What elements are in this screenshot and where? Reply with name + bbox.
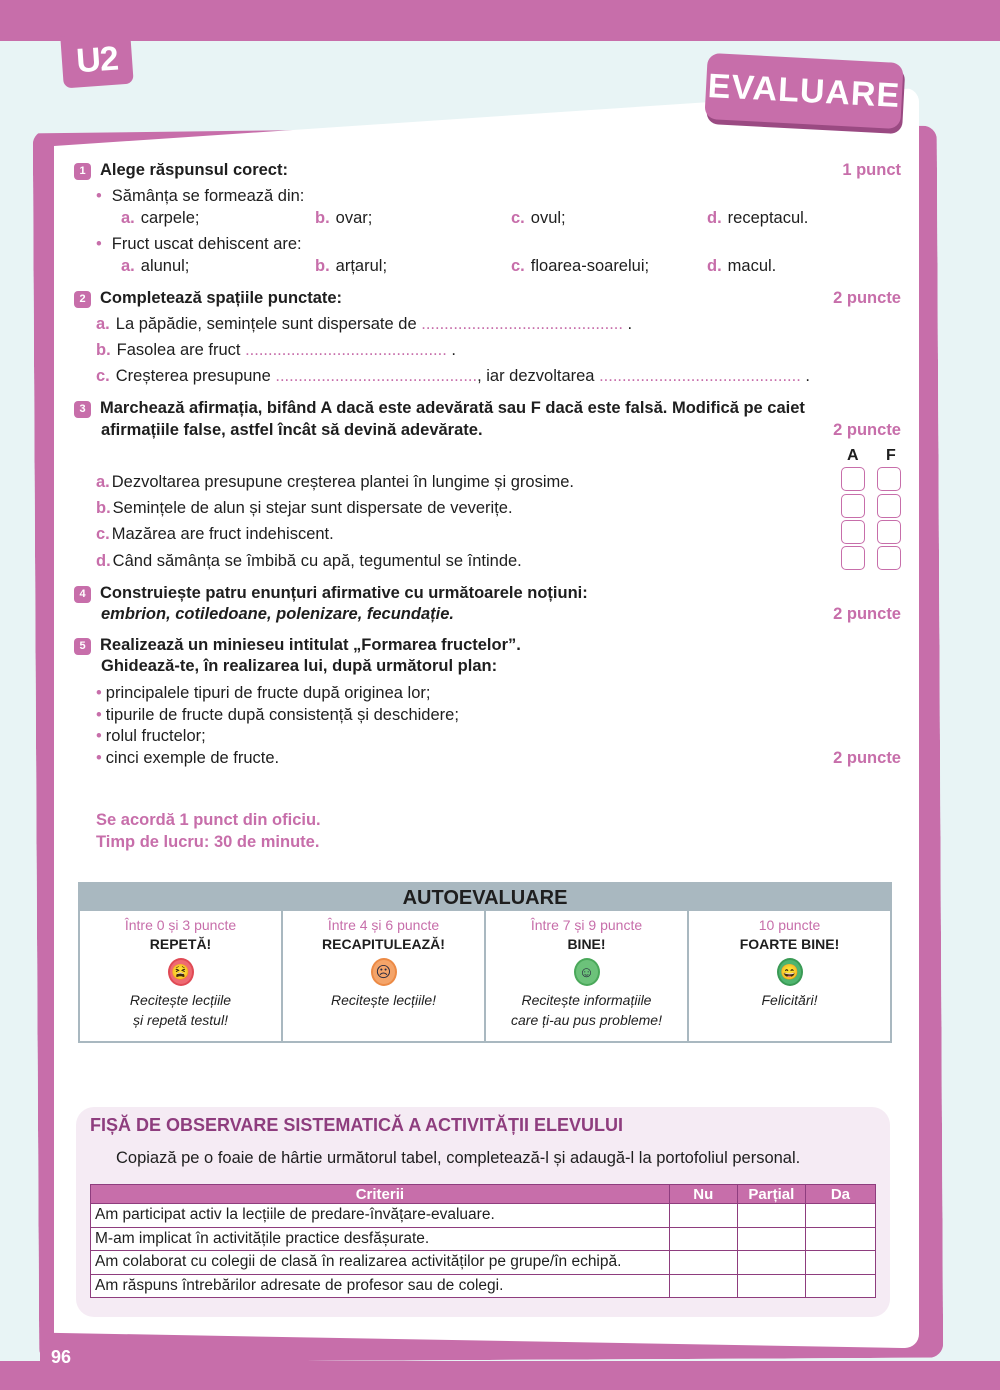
question-title-cont: afirmațiile false, astfel încât să devină adevărate.	[101, 421, 483, 439]
score-range: 10 puncte	[758, 917, 821, 933]
checkbox-false[interactable]	[877, 467, 901, 491]
plan-bullet: • cinci exemple de fructe.	[96, 749, 280, 767]
question-title: Construiește patru enunțuri afirmative cu următoarele noțiuni:	[100, 584, 588, 602]
question-number: 5	[74, 638, 91, 655]
advice: și repetă testul!	[133, 1012, 228, 1028]
sad-face-icon: ☹	[371, 958, 397, 986]
plan-bullet: • rolul fructelor;	[96, 727, 206, 745]
question-points: 1 punct	[842, 161, 901, 179]
checkbox-true[interactable]	[841, 520, 865, 544]
question-points: 2 puncte	[833, 605, 901, 623]
statement: d. Când sămânța se îmbibă cu apă, tegumentul se întinde.	[96, 552, 522, 570]
question-number: 2	[74, 291, 91, 308]
false-column-label: F	[886, 447, 896, 464]
question-1	[74, 161, 288, 180]
option[interactable]: a. carpele;	[121, 209, 200, 227]
score-band	[486, 911, 689, 1041]
criterion: Am colaborat cu colegii de clasă în realizarea activităților pe grupe/în echipă.	[91, 1251, 670, 1275]
criteria-table	[90, 1184, 876, 1298]
answer-cell-da[interactable]	[805, 1227, 875, 1251]
advice: Recitește lecțiile!	[330, 992, 437, 1008]
question-title-cont: Ghidează-te, în realizarea lui, după următorul plan:	[101, 657, 498, 675]
score-band	[80, 911, 283, 1041]
statement: a. Dezvoltarea presupune creșterea plantei în lungime și grosime.	[96, 473, 575, 491]
self-assessment-table	[78, 882, 892, 1043]
question-points: 2 puncte	[833, 749, 901, 767]
blank-field[interactable]: ............................................	[245, 341, 447, 359]
advice: care ți-au pus probleme!	[511, 1012, 662, 1028]
table-row	[91, 1204, 876, 1228]
option[interactable]: b. ovar;	[315, 209, 373, 227]
crying-face-icon: 😫	[168, 958, 194, 986]
verdict: REPETĂ!	[149, 936, 212, 952]
bonus-note: Se acordă 1 punct din oficiu.	[96, 811, 321, 829]
column-header: Da	[805, 1185, 875, 1204]
time-note: Timp de lucru: 30 de minute.	[96, 833, 320, 851]
criterion: Am răspuns întrebărilor adresate de profesor sau de colegi.	[91, 1274, 670, 1298]
question-number: 1	[74, 163, 91, 180]
answer-cell-nu[interactable]	[669, 1251, 737, 1275]
fill-in-item: c. Creșterea presupune ............................................, iar dezvoltarea ............................................ .	[96, 367, 810, 385]
criterion: Am participat activ la lecțiile de predare-învățare-evaluare.	[91, 1204, 670, 1228]
page-number: 96	[40, 1342, 82, 1372]
answer-cell-partial[interactable]	[737, 1251, 805, 1275]
option[interactable]: b. arțarul;	[315, 257, 388, 275]
table-row	[91, 1251, 876, 1275]
checkbox-true[interactable]	[841, 467, 865, 491]
score-band	[283, 911, 486, 1041]
table-row	[91, 1227, 876, 1251]
checkbox-false[interactable]	[877, 546, 901, 570]
answer-cell-nu[interactable]	[669, 1274, 737, 1298]
answer-cell-da[interactable]	[805, 1251, 875, 1275]
verdict: FOARTE BINE!	[739, 936, 840, 952]
question-title: Alege răspunsul corect:	[100, 161, 288, 179]
checkbox-true[interactable]	[841, 546, 865, 570]
verdict: BINE!	[567, 936, 606, 952]
question-title: Completează spațiile punctate:	[100, 289, 343, 307]
answer-cell-nu[interactable]	[669, 1204, 737, 1228]
score-band	[689, 911, 890, 1041]
answer-cell-partial[interactable]	[737, 1227, 805, 1251]
fill-in-item: a. La păpădie, semințele sunt dispersate de ............................................ .	[96, 315, 633, 333]
question-5	[74, 636, 521, 655]
question-4	[74, 584, 588, 603]
checkbox-false[interactable]	[877, 494, 901, 518]
laughing-face-icon: 😄	[777, 958, 803, 986]
question-terms: embrion, cotiledoane, polenizare, fecundație.	[101, 605, 454, 623]
question-points: 2 puncte	[833, 421, 901, 439]
advice: Felicitări!	[761, 992, 818, 1008]
table-row	[91, 1274, 876, 1298]
checkbox-false[interactable]	[877, 520, 901, 544]
advice: Recitește lecțiile	[129, 992, 232, 1008]
question-stem: • Fruct uscat dehiscent are:	[96, 235, 302, 253]
score-range: Între 7 și 9 puncte	[530, 917, 643, 933]
column-header: Criterii	[91, 1185, 670, 1204]
column-header: Parțial	[737, 1185, 805, 1204]
answer-cell-nu[interactable]	[669, 1227, 737, 1251]
question-title: Marchează afirmația, bifând A dacă este adevărată sau F dacă este falsă. Modifică pe caiet	[100, 399, 805, 417]
observation-sheet-title: FIȘĂ DE OBSERVARE SISTEMATICĂ A ACTIVITĂȚII ELEVULUI	[90, 1115, 624, 1135]
blank-field[interactable]: ............................................	[599, 367, 801, 385]
option[interactable]: a. alunul;	[121, 257, 190, 275]
option[interactable]: d. macul.	[707, 257, 777, 275]
self-assessment-title: AUTOEVALUARE	[80, 884, 890, 911]
answer-cell-da[interactable]	[805, 1274, 875, 1298]
statement: b. Semințele de alun și stejar sunt dispersate de veverițe.	[96, 499, 513, 517]
question-3	[74, 399, 904, 418]
option[interactable]: c. ovul;	[511, 209, 566, 227]
plan-bullet: • principalele tipuri de fructe după originea lor;	[96, 684, 431, 702]
score-range: Între 4 și 6 puncte	[327, 917, 440, 933]
smile-face-icon: ☺	[574, 958, 600, 986]
fill-in-item: b. Fasolea are fruct ............................................ .	[96, 341, 456, 359]
blank-field[interactable]: ............................................	[421, 315, 623, 333]
question-title: Realizează un minieseu intitulat „Formarea fructelor”.	[100, 636, 521, 654]
question-points: 2 puncte	[833, 289, 901, 307]
blank-field[interactable]: ............................................	[275, 367, 478, 385]
score-range: Între 0 și 3 puncte	[124, 917, 237, 933]
option[interactable]: d. receptacul.	[707, 209, 809, 227]
section-title: EVALUARE	[704, 53, 903, 129]
true-column-label: A	[847, 447, 859, 464]
observation-sheet	[76, 1107, 890, 1317]
option[interactable]: c. floarea-soarelui;	[511, 257, 650, 275]
column-header: Nu	[669, 1185, 737, 1204]
answer-cell-partial[interactable]	[737, 1204, 805, 1228]
answer-cell-partial[interactable]	[737, 1274, 805, 1298]
unit-badge: U2	[60, 32, 133, 89]
question-stem: • Sămânța se formează din:	[96, 187, 305, 205]
statement: c. Mazărea are fruct indehiscent.	[96, 525, 334, 543]
observation-instruction: Copiază pe o foaie de hârtie următorul tabel, completează-l și adaugă-l la portofoliul personal.	[116, 1149, 801, 1167]
question-2	[74, 289, 342, 308]
answer-cell-da[interactable]	[805, 1204, 875, 1228]
question-number: 4	[74, 586, 91, 603]
advice: Recitește informațiile	[521, 992, 652, 1008]
verdict: RECAPITULEAZĂ!	[322, 936, 445, 952]
checkbox-true[interactable]	[841, 494, 865, 518]
plan-bullet: • tipurile de fructe după consistență și deschidere;	[96, 706, 459, 724]
criterion: M-am implicat în activitățile practice desfășurate.	[91, 1227, 670, 1251]
question-number: 3	[74, 401, 91, 418]
